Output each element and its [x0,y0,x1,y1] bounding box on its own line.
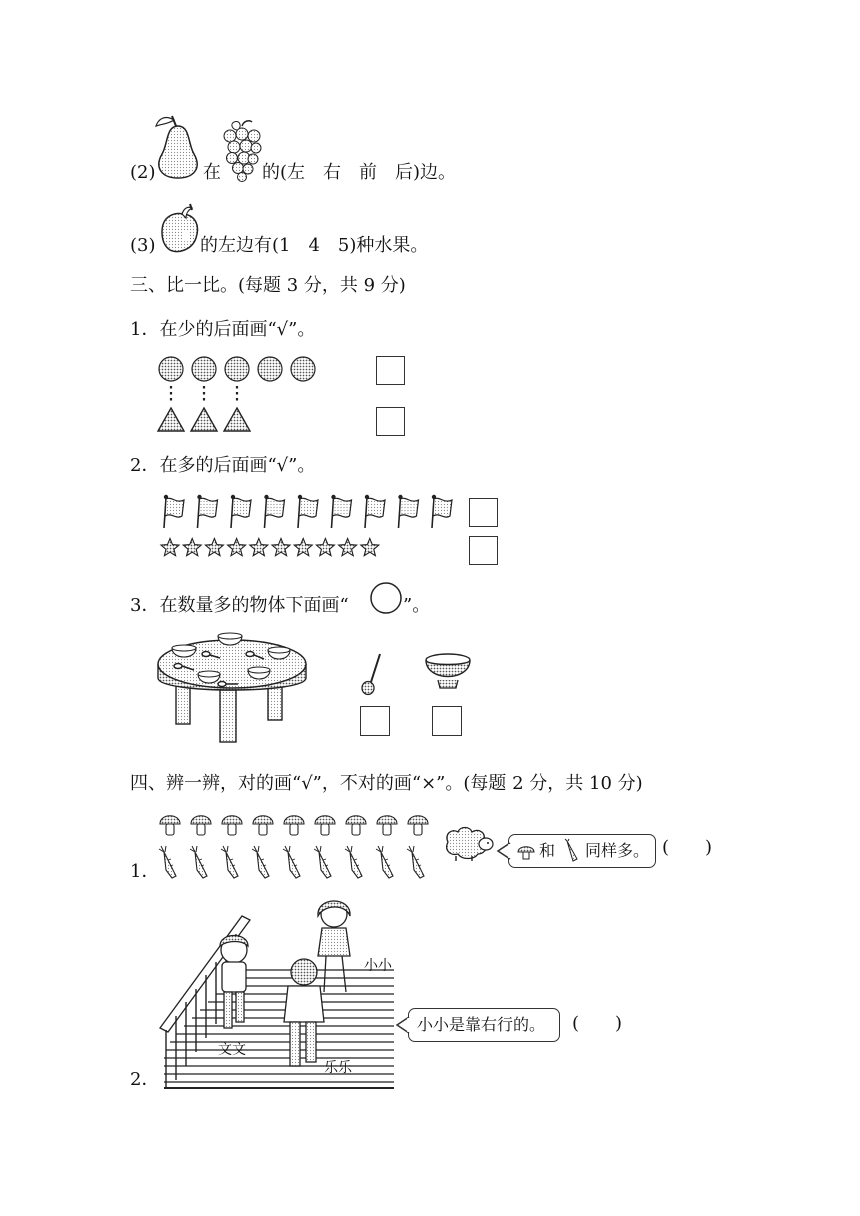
pear-icon [152,112,204,180]
carrot-icon [345,846,362,878]
carrot-icon [563,839,581,863]
spoon-icon [358,652,388,696]
answer-paren-1[interactable]: ( ) [662,837,713,858]
balls-row [158,356,318,382]
answer-paren-2[interactable]: ( ) [572,1013,623,1034]
label-xiaoxiao: 小小 [364,958,392,974]
grapes-icon [220,118,264,182]
mushroom-icon [284,816,304,835]
section3-p1: 1．在少的后面画“√”。 [130,319,316,340]
carrot-icon [159,846,176,878]
flag-icon [264,495,284,528]
mushroom-icon [408,816,428,835]
ball-icon [291,357,315,381]
flag-icon [164,495,184,528]
star-icon [205,539,223,556]
star-icon [272,539,290,556]
label-wenwen: 文文 [218,1042,246,1058]
answer-box-bowl[interactable] [432,706,462,736]
mushroom-icon [160,816,180,835]
section4-title: 四、辨一辨，对的画“√”，不对的画“×”。(每题 2 分，共 10 分) [130,773,643,794]
flag-icon [197,495,217,528]
triangle-icon [224,408,250,431]
mushroom-icon [315,816,335,835]
ball-icon [225,357,249,381]
answer-box-stars[interactable] [469,536,498,565]
triangles-row [158,407,258,433]
ball-icon [159,357,183,381]
flags-row [160,494,460,530]
section4-p1-number: 1． [130,861,160,882]
triangle-icon [158,408,184,431]
mushroom-icon [222,816,242,835]
bubble2-text: 小小是靠右行的。 [417,1015,546,1034]
star-icon [361,539,379,556]
star-icon [161,539,179,556]
carrot-icon [407,846,424,878]
section3-title: 三、比一比。(每题 3 分，共 9 分) [130,275,406,296]
answer-box-balls[interactable] [376,356,405,385]
sheep-icon [440,824,496,862]
label-lele: 乐乐 [324,1060,352,1076]
star-icon [228,539,246,556]
star-icon [316,539,334,556]
bubble1-and: 和 [539,841,556,860]
mushroom-icon [377,816,397,835]
flag-icon [298,495,318,528]
answer-box-flags[interactable] [469,498,498,527]
stars-row [160,538,384,558]
star-icon [250,539,268,556]
mushroom-icon [517,843,535,861]
section3-p3-post: ”。 [403,595,431,616]
star-icon [183,539,201,556]
section3-p3-pre: 3．在数量多的物体下面画“ [130,595,349,616]
mushroom-icon [346,816,366,835]
answer-box-triangles[interactable] [376,407,405,436]
star-icon [294,539,312,556]
flag-icon [365,495,385,528]
carrot-icon [376,846,393,878]
q3-text: 的左边有(1 4 5)种水果。 [200,235,429,256]
flag-icon [432,495,452,528]
section4-p2-number: 2． [130,1069,160,1090]
mushroom-icon [253,816,273,835]
q2-number: (2) [130,162,156,183]
mushroom-icon [191,816,211,835]
triangle-icon [191,408,217,431]
q3-number: (3) [130,235,156,256]
mushrooms-row [158,812,434,838]
stairs-illustration [156,890,396,1090]
speech-bubble-1 [508,834,656,868]
speech-bubble-2 [408,1008,560,1042]
dotted-connectors [158,384,318,404]
star-icon [339,539,357,556]
carrots-row [158,846,434,880]
circle-icon [368,582,404,614]
q2-in-word: 在 [203,162,221,183]
bubble-tail-2 [396,1016,410,1034]
carrot-icon [283,846,300,878]
flag-icon [231,495,251,528]
carrot-icon [221,846,238,878]
flag-icon [331,495,351,528]
bubble1-end: 同样多。 [585,841,650,860]
answer-box-spoon[interactable] [360,706,390,736]
carrot-icon [314,846,331,878]
eggplant-icon [156,198,202,256]
carrot-icon [190,846,207,878]
q2-text: 的(左 右 前 后)边。 [262,162,457,183]
bubble-tail-1 [497,842,511,860]
ball-icon [258,357,282,381]
section3-p2: 2．在多的后面画“√”。 [130,455,316,476]
carrot-icon [252,846,269,878]
bowl-icon [424,652,472,694]
ball-icon [192,357,216,381]
table-icon [156,628,308,748]
flag-icon [398,495,418,528]
